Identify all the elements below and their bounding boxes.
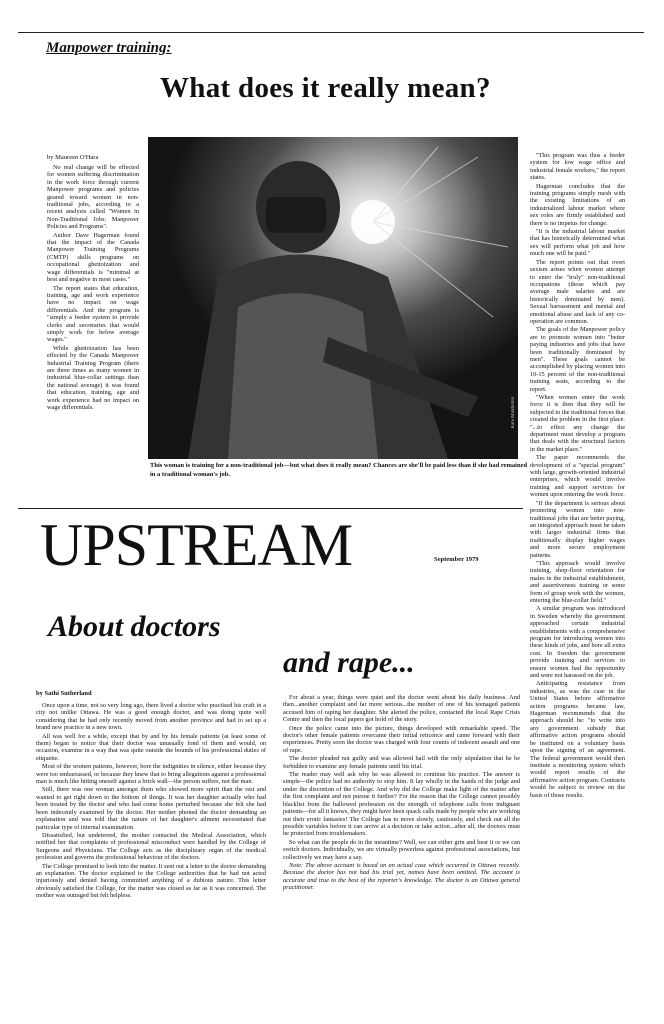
top-rule: [18, 32, 644, 33]
doctors-byline: by Sathi Sutherland: [36, 690, 92, 697]
article-column-right: [530, 152, 625, 992]
paragraph: The reader may well ask why he was allowed to continue his practice. The answer is simple—the police had no authority to stop him. It lay wholly in the hands of the judge and under the discretion of the College. And why did the College make light of the matter after the first complaint and not pursue it further? For the reason that the College cannot possibly blacklist from the hallowed profession on the strength of telephone calls from indignant patients—for all it knows, they might have been quack calls made by people who are working out their erotic fantasies! The College has to move slowly, cautiously, and check out all the possible variables before it can arrive at a decision or take action...after all, the doctors must be protected from troublemakers.: [283, 771, 520, 838]
doctors-column-right: [283, 694, 520, 1020]
paragraph: While ghettoization has been effected by the Canada Manpower Industrial Training Program (there are three times as many women in industrial blue-collar settings than the national average) it was found that education, training, age and work experience had no impact on wage differentials.: [47, 344, 139, 411]
paragraph: The paper recommends the development of a "special program" with large, growth-oriented industrial enterprises, which would involve training and support services for women upon entering the work force.: [530, 454, 625, 499]
paragraph: "If the department is serious about promoting women into non-traditional jobs that are better paying, an integrated approach must be taken with larger industrial firms that traditionally display higher wages and more secure employment patterns.: [530, 499, 625, 559]
paragraph: Anticipating resistance from industries, as was the case in the United States before affirmative action programs became law, Hagerman recommends that the approach should be: "to write into any government subsidy that affirmative action programs should be instituted on a voluntary basis upon the signing of an agreement. The federal government would then institute a monitoring system which would report results of the affirmative action program. Contracts would be subject to review on the basis of those results.: [530, 680, 625, 799]
photo-caption: This woman is training for a non-traditional job—but what does it really mean? Chances are she'll be paid less than if she had remained in a traditional woman's job.: [150, 462, 528, 478]
doctors-title-part1: About doctors: [48, 610, 221, 643]
article-column-left: [47, 164, 139, 464]
byline: by Maureen O'Hara: [47, 154, 99, 161]
paragraph: "This approach would involve training, shop-floor orientation for males in the industrial establishment, and assertiveness training or some form of group work with the women, entering the blue-collar field.": [530, 559, 625, 604]
doctors-title-part2: and rape...: [283, 646, 415, 679]
paragraph: The College promised to look into the matter. It sent out a letter to the doctor demanding an explanation. The doctor explained to the College authorities that he had not acted injuriously and denied having committed anything of a dubious nature. This letter obviously satisfied the College, for the matter was closed as far as it was concerned. The mother was outraged but felt helpless.: [36, 862, 266, 900]
paragraph: The goals of the Manpower policy are to promote women into "better paying industries and jobs that have been traditionally dominated by men". These goals cannot be accomplished by placing women into 10-15 percent of the non-traditional training seats, according to the report.: [530, 326, 625, 393]
paragraph: Most of the women patients, however, bore the indignities in silence, either because they were too embarrassed, or because they knew that to bring allegations against a professional man is much like hitting oneself against a brick wall—the person suffers, not the man.: [36, 763, 266, 786]
paragraph: Once upon a time, not so very long ago, there lived a doctor who practised his craft in a city not unlike Ottawa. He was a good enough doctor, and was doing quite well considering that he had only recently moved from another province and had to set up a brand new practice in a new town.: [36, 702, 266, 732]
paragraph: "This program was thus a feeder system for low wage office and industrial female workers," the report states.: [530, 152, 625, 182]
editor-note: Note: The above account is based on an actual case which occurred in Ottawa recently. Because the doctor has not had his trial yet, names have been omitted. The account is accurate and true to the best of the reporter's knowledge. The doctor is an Ottawa general practitioner.: [283, 861, 520, 892]
welder-photo-image: [148, 137, 518, 459]
paragraph: "When women enter the work force it is then that they will be subjected to the traditional forces that created the problem in the first place. "...to effect any change the department must develop a program that deals with the structural factors in the market place.": [530, 394, 625, 453]
doctors-column-left: [36, 702, 266, 1020]
issue-date: September 1979: [434, 556, 479, 563]
headline: What does it really mean?: [160, 72, 491, 104]
section-rule: [18, 508, 523, 509]
welder-photo: [148, 137, 518, 459]
paragraph: Author Dave Hagerman found that the impact of the Canada Manpower Training Programs (CMTP) skills programs on occupational ghettoization and wage differentials is "minimal at best and negative in most cases.": [47, 231, 139, 284]
upstream-masthead: UPSTREAM: [40, 512, 353, 578]
paragraph: The doctor pleaded not guilty and was allowed bail with the only stipulation that he be forbidden to examine any female patients until his trial.: [283, 755, 520, 770]
paragraph: All was well for a while, except that by and by his female patients (at least some of them) began to notice that their doctor was unusually fond of them and would, on occasion, examine in a way that was quite outside the bounds of his professional duties of etiquette.: [36, 732, 266, 762]
paragraph: A similar program was introduced in Sweden whereby the government approached certain industrial establishments with a comprehensive program for introducing women into these kinds of jobs, and bore all extra cost. In Sweden the government provide training and services to ensure women had the opportunity and were not harassed on the job.: [530, 605, 625, 680]
photo-credit: Kate Middleton: [511, 397, 516, 429]
paragraph: Dissatisfied, but undeterred, the mother contacted the Medical Association, which notified her that complaints of professional misconduct were handled by the College of Surgeons and Physicians. The College acts as the disciplinary organ of the medical profession and governs the professional behaviour of the doctors.: [36, 831, 266, 862]
paragraph: The report points out that overt sexism arises when women attempt to enter the "truly" non-traditional occupations (those which pay average male salaries and are historically dominated by men). Sexual harrassment and mental and emotional abuse and lack of any co-operation are common.: [530, 258, 625, 325]
paragraph: Still, there was one woman amongst them who showed more spirit than the rest and wanted to get right down to the bottom of things. It was her daughter actually who had been treated by the doctor and who had come home perturbed because she felt she had been indecently examined by the doctor. Her mother phoned the doctor demanding an explanation and was told that the nature of her daughter's ailment necessitated that particular type of internal examination.: [36, 786, 266, 831]
kicker: Manpower training:: [46, 40, 172, 56]
paragraph: So what can the people do in the meantime? Well, we can either grin and bear it or we can switch doctors. Individually, we are virtually powerless against professional associations, but collectively we may have a say.: [283, 838, 520, 861]
paragraph: No real change will be effected for women suffering discrimination in the work force through current Manpower programs and policies geared toward women in non-traditional jobs, according to a recent analysis called "Women in Non-Traditional Jobs: Manpower Policies and Programs".: [47, 164, 139, 231]
paragraph: "It is the industrial labour market that has historically determined what sex will perform what job and how much one will be paid.": [530, 228, 625, 258]
paragraph: For about a year, things were quiet and the doctor went about his daily business. And then...another complaint and far more serious...the mother of one of his teenaged patients accused him of raping her daughter. She alerted the police, contacted the local Rape Crisis Centre and then the local papers got hold of the story.: [283, 694, 520, 724]
paragraph: Hagerman concludes that the training programs simply mesh with the existing limitations of an industrialized labour market where sex roles are firmly established and there is no impetus for change.: [530, 182, 625, 227]
paragraph: Once the police came into the picture, things developed with remarkable speed. The doctor's other female patients overcame their initial reticence and came forward with their experiences. Pretty soon the doctor was charged with four counts of indecent assault and one of rape.: [283, 724, 520, 754]
paragraph: The report states that education, training, age and work experience have no impact on wage differentials. And the program is "simply a feeder system to provide clerks and secretaries that would simply work for below average wages.": [47, 284, 139, 344]
